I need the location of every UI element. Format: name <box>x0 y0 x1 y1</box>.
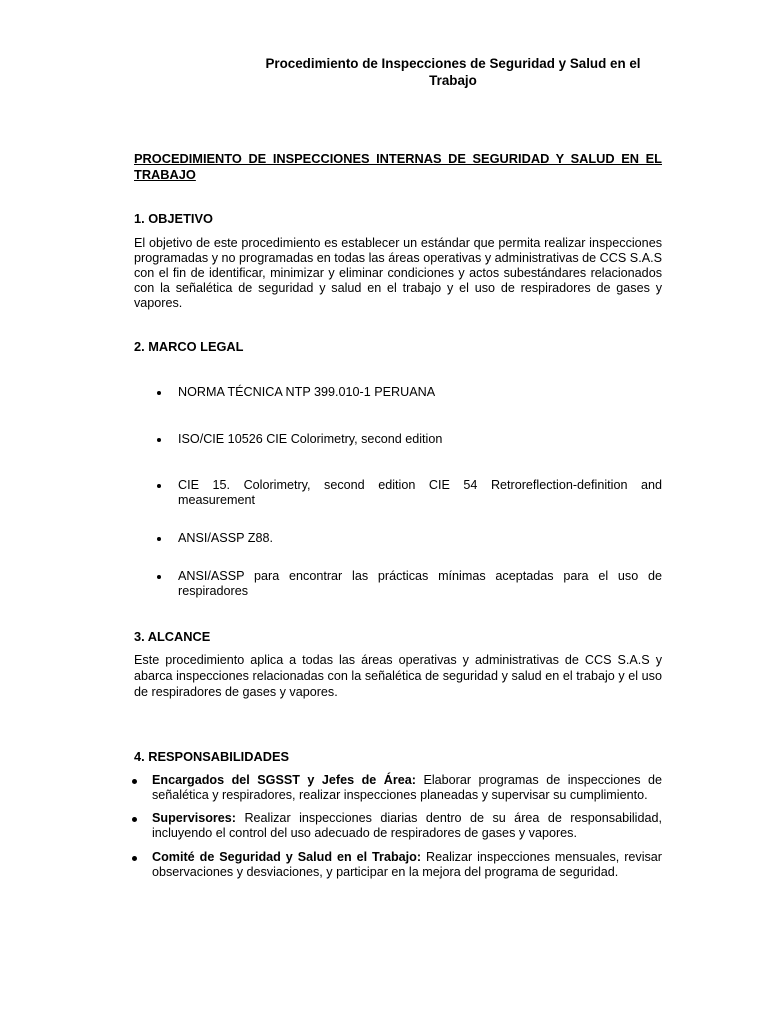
bullet-icon <box>157 438 161 442</box>
list-item <box>160 569 662 599</box>
list-item-text: NORMA TÉCNICA NTP 399.010-1 PERUANA <box>178 385 436 399</box>
bullet-icon <box>132 817 137 822</box>
bullet-icon <box>157 391 161 395</box>
section-heading-responsabilidades: 4. RESPONSABILIDADES <box>134 749 290 764</box>
list-item <box>132 773 662 803</box>
list-item-text <box>152 773 662 803</box>
list-item-label: Encargados del SGSST y Jefes de Área: <box>152 773 416 787</box>
bullet-icon <box>132 779 137 784</box>
list-item <box>132 850 662 880</box>
section-heading-alcance: 3. ALCANCE <box>134 629 211 644</box>
list-item <box>160 385 662 400</box>
list-item <box>160 432 662 447</box>
bullet-icon <box>157 575 161 579</box>
document-title: PROCEDIMIENTO DE INSPECCIONES INTERNAS DE SEGURIDAD Y SALUD EN EL TRABAJO <box>134 151 662 182</box>
list-item <box>160 531 662 546</box>
bullet-icon <box>132 856 137 861</box>
section-text-objetivo: El objetivo de este procedimiento es establecer un estándar que permita realizar inspecciones programadas y no programadas en todas las áreas operativas y administrativas de CCS S.A.S con el fin de identificar, minimizar y eliminar condiciones y actos subestándares relacionados con la señalética de seguridad y salud en el trabajo y el uso de respiradores de gases y vapores. <box>134 236 662 310</box>
list-item-label: Comité de Seguridad y Salud en el Trabajo: <box>152 850 422 864</box>
section-heading-objetivo: 1. OBJETIVO <box>134 211 213 226</box>
list-item-text: ANSI/ASSP para encontrar las prácticas mínimas aceptadas para el uso de respiradores <box>178 569 662 598</box>
section-heading-marco-legal: 2. MARCO LEGAL <box>134 339 244 354</box>
bullet-icon <box>157 537 161 541</box>
section-text-alcance: Este procedimiento aplica a todas las áreas operativas y administrativas de CCS S.A.S y abarca inspecciones relacionadas con la señalética de seguridad y salud en el trabajo y el uso de respiradores de gases y vapores. <box>134 653 662 699</box>
list-item-text: ISO/CIE 10526 CIE Colorimetry, second edition <box>178 432 443 446</box>
list-item-description: Realizar inspecciones diarias dentro de su área de responsabilidad, incluyendo el control del uso adecuado de respiradores de gases y vapores. <box>152 811 662 840</box>
list-item-label: Supervisores: <box>152 811 236 825</box>
list-item <box>160 478 662 508</box>
bullet-icon <box>157 484 161 488</box>
list-item-text <box>152 850 662 880</box>
list-item-text <box>152 811 662 841</box>
list-item <box>132 811 662 841</box>
list-item-description: Realizar inspecciones mensuales, revisar observaciones y desviaciones, y participar en la mejora del programa de seguridad. <box>152 850 662 879</box>
list-item-text: CIE 15. Colorimetry, second edition CIE 54 Retroreflection-definition and measurement <box>178 478 662 507</box>
list-item-description: Elaborar programas de inspecciones de señalética y respiradores, realizar inspecciones planeadas y supervisar su cumplimiento. <box>152 773 662 802</box>
page-header-title: Procedimiento de Inspecciones de Seguridad y Salud en el Trabajo <box>265 56 641 88</box>
list-item-text: ANSI/ASSP Z88. <box>178 531 273 545</box>
